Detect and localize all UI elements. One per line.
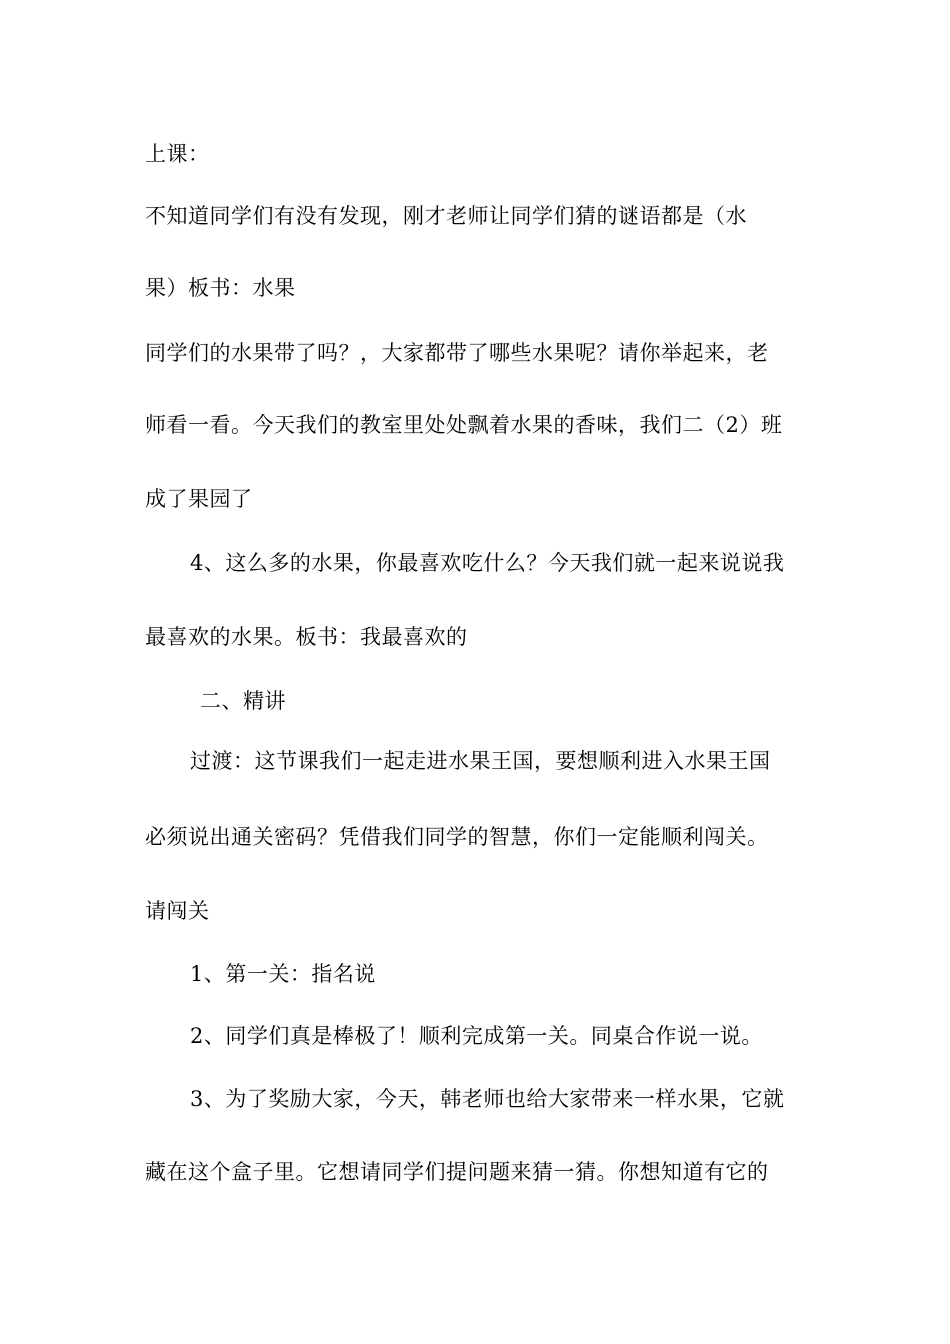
text-line-12: 请闯关 xyxy=(145,899,210,923)
text-line-7: 4、这么多的水果，你最喜欢吃什么？今天我们就一起来说说我 xyxy=(190,551,785,575)
text-line-5: 师看一看。今天我们的教室里处处飘着水果的香味，我们二（2）班 xyxy=(145,413,783,437)
text-line-1: 上课： xyxy=(145,142,210,166)
section-heading: 二、精讲 xyxy=(200,689,286,713)
text-line-3: 果）板书：水果 xyxy=(145,276,296,300)
text-line-11: 必须说出通关密码？凭借我们同学的智慧，你们一定能顺利闯关。 xyxy=(145,825,769,849)
text-line-6: 成了果园了 xyxy=(145,487,253,511)
text-line-10: 过渡：这节课我们一起走进水果王国，要想顺利进入水果王国 xyxy=(190,749,771,773)
text-line-15: 3、为了奖励大家，今天，韩老师也给大家带来一样水果，它就 xyxy=(190,1087,785,1111)
text-line-13: 1、第一关：指名说 xyxy=(190,962,376,986)
text-line-16: 藏在这个盒子里。它想请同学们提问题来猜一猜。你想知道有它的 xyxy=(145,1160,769,1184)
text-line-4: 同学们的水果带了吗？，大家都带了哪些水果呢？请你举起来，老 xyxy=(145,341,769,365)
text-line-2: 不知道同学们有没有发现，刚才老师让同学们猜的谜语都是（水 xyxy=(145,204,747,228)
text-line-8: 最喜欢的水果。板书：我最喜欢的 xyxy=(145,625,468,649)
text-line-14: 2、同学们真是棒极了！顺利完成第一关。同桌合作说一说。 xyxy=(190,1024,763,1048)
